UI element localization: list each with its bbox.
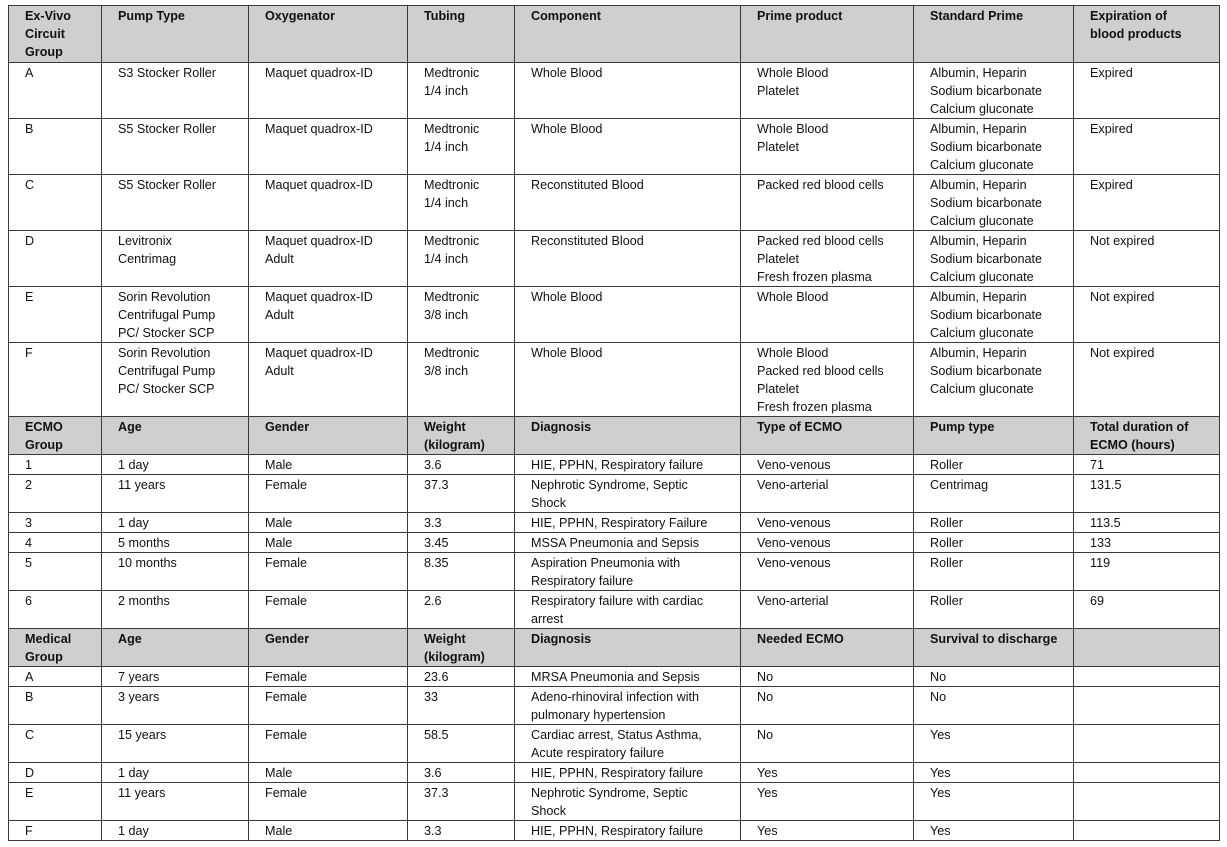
table-cell: 69 [1074, 591, 1220, 629]
table-cell [1074, 821, 1220, 841]
table-cell: Maquet quadrox-ID [249, 175, 408, 231]
table-cell: 11 years [102, 475, 249, 513]
table-cell: 2.6 [408, 591, 515, 629]
table-cell: Yes [914, 763, 1074, 783]
table-cell: 119 [1074, 553, 1220, 591]
header-cell: Standard Prime [914, 6, 1074, 63]
table-cell: Albumin, Heparin Sodium bicarbonate Calcium gluconate [914, 175, 1074, 231]
table-cell: Whole Blood [515, 119, 741, 175]
table-cell: Expired [1074, 119, 1220, 175]
table-cell: Albumin, Heparin Sodium bicarbonate Calcium gluconate [914, 63, 1074, 119]
table-cell: HIE, PPHN, Respiratory failure [515, 455, 741, 475]
header-cell: Weight (kilogram) [408, 417, 515, 455]
table-row [9, 553, 1220, 591]
table-cell: Male [249, 763, 408, 783]
header-cell: Type of ECMO [741, 417, 914, 455]
header-cell: Ex-Vivo Circuit Group [9, 6, 102, 63]
table-cell: 37.3 [408, 475, 515, 513]
header-cell: Survival to discharge [914, 629, 1074, 667]
table-row [9, 287, 1220, 343]
table-cell: Whole Blood [515, 287, 741, 343]
header-cell: Prime product [741, 6, 914, 63]
header-cell: Expiration of blood products [1074, 6, 1220, 63]
table-cell: Yes [914, 783, 1074, 821]
table-cell [1074, 763, 1220, 783]
header-cell: Age [102, 417, 249, 455]
table-row [9, 475, 1220, 513]
table-cell: 1 [9, 455, 102, 475]
ex-vivo-header-row [9, 6, 1220, 63]
table-cell: Roller [914, 513, 1074, 533]
table-cell: Albumin, Heparin Sodium bicarbonate Calcium gluconate [914, 119, 1074, 175]
table-cell: No [741, 667, 914, 687]
table-cell [1074, 687, 1220, 725]
header-cell: ECMO Group [9, 417, 102, 455]
table-cell: Veno-arterial [741, 591, 914, 629]
table-cell: Maquet quadrox-ID [249, 119, 408, 175]
table-cell: Roller [914, 533, 1074, 553]
header-cell: Weight (kilogram) [408, 629, 515, 667]
table-cell: 33 [408, 687, 515, 725]
table-cell: Male [249, 513, 408, 533]
table-cell: No [741, 725, 914, 763]
table-cell: 3.6 [408, 763, 515, 783]
table-cell: Yes [914, 821, 1074, 841]
table-cell: 6 [9, 591, 102, 629]
table-cell: 1 day [102, 455, 249, 475]
table-cell: Maquet quadrox-ID Adult [249, 287, 408, 343]
table-row [9, 725, 1220, 763]
table-cell: 3.3 [408, 821, 515, 841]
table-cell: Roller [914, 591, 1074, 629]
table-cell: 113.5 [1074, 513, 1220, 533]
table-cell: Nephrotic Syndrome, Septic Shock [515, 475, 741, 513]
table-row [9, 687, 1220, 725]
table-cell: 133 [1074, 533, 1220, 553]
table-cell: MRSA Pneumonia and Sepsis [515, 667, 741, 687]
table-cell: 5 months [102, 533, 249, 553]
table-cell: Yes [741, 783, 914, 821]
table-cell: Veno-venous [741, 455, 914, 475]
table-cell: Medtronic 1/4 inch [408, 175, 515, 231]
table-cell: HIE, PPHN, Respiratory failure [515, 763, 741, 783]
table-cell: A [9, 667, 102, 687]
table-cell: Roller [914, 455, 1074, 475]
table-cell: 15 years [102, 725, 249, 763]
table-cell: B [9, 119, 102, 175]
table-cell: Roller [914, 553, 1074, 591]
table-cell: 8.35 [408, 553, 515, 591]
table-cell: Female [249, 667, 408, 687]
table-row [9, 175, 1220, 231]
table-row [9, 667, 1220, 687]
table-cell: E [9, 783, 102, 821]
table-cell [1074, 783, 1220, 821]
table-row [9, 513, 1220, 533]
table-cell: Adeno-rhinoviral infection with pulmonary hypertension [515, 687, 741, 725]
table-cell: A [9, 63, 102, 119]
header-cell: Medical Group [9, 629, 102, 667]
header-cell: Needed ECMO [741, 629, 914, 667]
table-cell: 58.5 [408, 725, 515, 763]
table-cell: Female [249, 591, 408, 629]
table-cell: Packed red blood cells Platelet Fresh frozen plasma [741, 231, 914, 287]
table-cell: Female [249, 783, 408, 821]
table-cell: Expired [1074, 175, 1220, 231]
table-cell: Packed red blood cells [741, 175, 914, 231]
table-cell: D [9, 231, 102, 287]
table-cell: Whole Blood Platelet [741, 63, 914, 119]
data-table [8, 5, 1220, 841]
table-cell: MSSA Pneumonia and Sepsis [515, 533, 741, 553]
header-cell: Component [515, 6, 741, 63]
table-cell: Medtronic 1/4 inch [408, 63, 515, 119]
table-cell: Veno-arterial [741, 475, 914, 513]
table-row [9, 533, 1220, 553]
header-cell: Gender [249, 417, 408, 455]
table-cell: 3 [9, 513, 102, 533]
header-cell: Total duration of ECMO (hours) [1074, 417, 1220, 455]
table-row [9, 783, 1220, 821]
table-cell: D [9, 763, 102, 783]
table-cell: Not expired [1074, 343, 1220, 417]
header-cell: Diagnosis [515, 629, 741, 667]
table-cell: 11 years [102, 783, 249, 821]
table-cell: Albumin, Heparin Sodium bicarbonate Calcium gluconate [914, 343, 1074, 417]
table-cell: HIE, PPHN, Respiratory failure [515, 821, 741, 841]
table-cell: 10 months [102, 553, 249, 591]
table-cell: Female [249, 725, 408, 763]
table-cell: 3.45 [408, 533, 515, 553]
table-cell: Maquet quadrox-ID Adult [249, 231, 408, 287]
header-cell: Pump Type [102, 6, 249, 63]
table-cell: Female [249, 687, 408, 725]
table-cell: 7 years [102, 667, 249, 687]
table-cell: Medtronic 1/4 inch [408, 119, 515, 175]
table-cell: Not expired [1074, 231, 1220, 287]
table-cell: No [914, 687, 1074, 725]
table-cell: Reconstituted Blood [515, 175, 741, 231]
header-cell: Oxygenator [249, 6, 408, 63]
table-cell: 23.6 [408, 667, 515, 687]
table-cell: Reconstituted Blood [515, 231, 741, 287]
table-cell: S3 Stocker Roller [102, 63, 249, 119]
table-cell: Yes [741, 763, 914, 783]
table-cell: Centrimag [914, 475, 1074, 513]
table-cell: Albumin, Heparin Sodium bicarbonate Calcium gluconate [914, 231, 1074, 287]
table-cell: Veno-venous [741, 533, 914, 553]
table-cell: Whole Blood Packed red blood cells Platelet Fresh frozen plasma [741, 343, 914, 417]
table-cell: 37.3 [408, 783, 515, 821]
table-cell: F [9, 343, 102, 417]
table-cell: Whole Blood Platelet [741, 119, 914, 175]
table-row [9, 63, 1220, 119]
table-cell: F [9, 821, 102, 841]
table-cell [1074, 667, 1220, 687]
table-cell [1074, 725, 1220, 763]
table-cell: 2 months [102, 591, 249, 629]
table-cell: Male [249, 821, 408, 841]
table-cell: 3.3 [408, 513, 515, 533]
table-cell: Veno-venous [741, 553, 914, 591]
table-cell: Male [249, 455, 408, 475]
table-row [9, 119, 1220, 175]
table-cell: 2 [9, 475, 102, 513]
table-cell: C [9, 725, 102, 763]
table-cell: No [914, 667, 1074, 687]
table-cell: HIE, PPHN, Respiratory Failure [515, 513, 741, 533]
header-cell: Diagnosis [515, 417, 741, 455]
table-cell: B [9, 687, 102, 725]
table-cell: Expired [1074, 63, 1220, 119]
table-cell: Respiratory failure with cardiac arrest [515, 591, 741, 629]
table-cell: Albumin, Heparin Sodium bicarbonate Calcium gluconate [914, 287, 1074, 343]
table-cell: S5 Stocker Roller [102, 175, 249, 231]
table-row [9, 821, 1220, 841]
table-cell: Maquet quadrox-ID Adult [249, 343, 408, 417]
table-cell: 1 day [102, 821, 249, 841]
table-cell: Veno-venous [741, 513, 914, 533]
table-row [9, 763, 1220, 783]
table-cell: Not expired [1074, 287, 1220, 343]
table-cell: Yes [741, 821, 914, 841]
table-cell: Whole Blood [515, 343, 741, 417]
table-cell: Whole Blood [515, 63, 741, 119]
table-cell: 1 day [102, 763, 249, 783]
ecmo-header-row [9, 417, 1220, 455]
header-cell: Age [102, 629, 249, 667]
table-row [9, 455, 1220, 475]
table-cell: Maquet quadrox-ID [249, 63, 408, 119]
table-cell: Female [249, 553, 408, 591]
table-cell: Aspiration Pneumonia with Respiratory failure [515, 553, 741, 591]
table-row [9, 591, 1220, 629]
table-cell: Sorin Revolution Centrifugal Pump PC/ Stocker SCP [102, 343, 249, 417]
table-cell: No [741, 687, 914, 725]
table-cell: 1 day [102, 513, 249, 533]
table-cell: E [9, 287, 102, 343]
table-cell: 3 years [102, 687, 249, 725]
table-cell: 131.5 [1074, 475, 1220, 513]
table-row [9, 231, 1220, 287]
table-cell: Medtronic 3/8 inch [408, 343, 515, 417]
header-cell: Pump type [914, 417, 1074, 455]
table-cell: 71 [1074, 455, 1220, 475]
table-row [9, 343, 1220, 417]
table-cell: Medtronic 1/4 inch [408, 231, 515, 287]
table-cell: Whole Blood [741, 287, 914, 343]
header-cell: Gender [249, 629, 408, 667]
table-cell: Medtronic 3/8 inch [408, 287, 515, 343]
table-cell: C [9, 175, 102, 231]
table-cell: Female [249, 475, 408, 513]
table-cell: Cardiac arrest, Status Asthma, Acute respiratory failure [515, 725, 741, 763]
table-cell: Sorin Revolution Centrifugal Pump PC/ Stocker SCP [102, 287, 249, 343]
header-cell: Tubing [408, 6, 515, 63]
medical-header-row [9, 629, 1220, 667]
table-cell: Yes [914, 725, 1074, 763]
table-cell: Male [249, 533, 408, 553]
table-cell: 3.6 [408, 455, 515, 475]
table-cell: 5 [9, 553, 102, 591]
table-cell: S5 Stocker Roller [102, 119, 249, 175]
header-cell [1074, 629, 1220, 667]
table-cell: 4 [9, 533, 102, 553]
table-cell: Levitronix Centrimag [102, 231, 249, 287]
table-cell: Nephrotic Syndrome, Septic Shock [515, 783, 741, 821]
